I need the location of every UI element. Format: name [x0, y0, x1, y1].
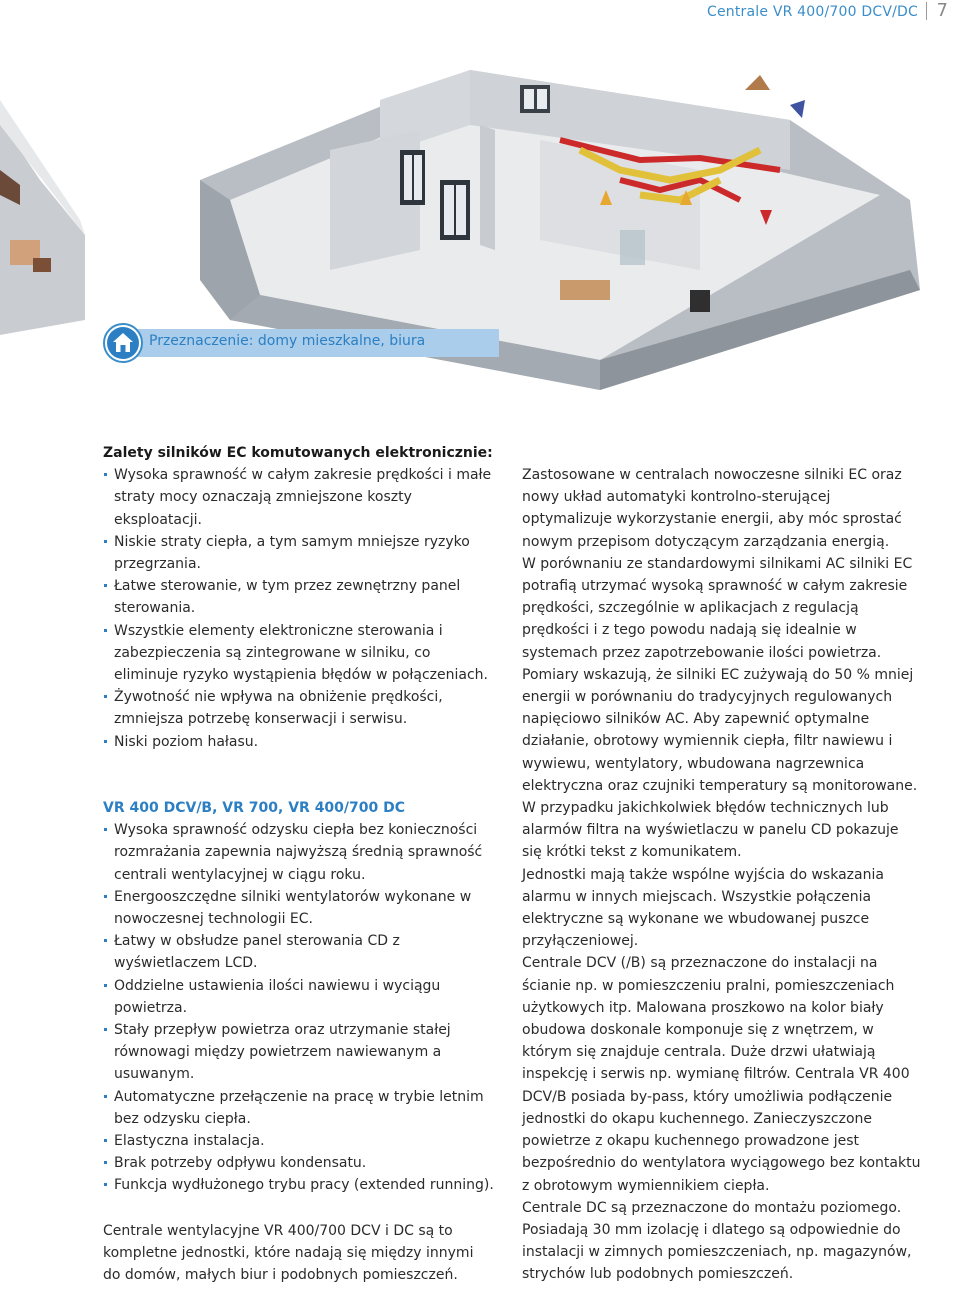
paragraph: Pomiary wskazują, że silniki EC zużywają do 50 % mniej energii w porównaniu do tradycyjnych regulowanych napięciowo silników AC. Aby zapewnić optymalne działanie, obrotowy wymiennik ciepła, filtr nawiewu i wywiewu, wentylatory, wbudowana nagrzewnica elektryczna oraz czujniki temperatury są monitorowane.	[522, 666, 918, 794]
paragraph: W porównaniu ze standardowymi silnikami AC silniki EC potrafią utrzymać wysoką sprawność w całym zakresie prędkości, szczególnie w aplikacjach z regulacją prędkości i z tego powodu nadają się idealnie w systemach przez zapotrzebowanie ilości powietrza.	[522, 555, 913, 661]
house-icon	[103, 323, 143, 363]
paragraph: Zastosowane w centralach nowoczesne silniki EC oraz nowy układ automatyki kontrolno-sterującej optymalizuje wykorzystanie energii, aby móc sprostać nowym przepisom dotyczącym zarządzania energią.	[522, 467, 902, 550]
paragraph: W przypadku jakichkolwiek błędów technicznych lub alarmów filtra na wyświetlaczu w panelu CD pokazuje się krótki tekst z komunikatem.	[522, 800, 899, 861]
badge-text: Przeznaczenie: domy mieszkalne, biura	[149, 333, 426, 349]
list-item: Niskie straty ciepła, a tym samym mniejsze ryzyko przegrzania.	[103, 531, 498, 575]
ec-section	[103, 442, 498, 753]
list-item: Stały przepływ powietrza oraz utrzymanie stałej równowagi między powietrzem nawiewanym a usuwanym.	[103, 1019, 498, 1086]
list-item: Wszystkie elementy elektroniczne sterowania i zabezpieczenia są zintegrowane w silniku, co eliminuje ryzyko wystąpienia błędów w połączeniach.	[103, 620, 498, 687]
page-number: 7	[936, 0, 948, 21]
ec-bullet-list	[103, 464, 498, 753]
list-item: Brak potrzeby odpływu kondensatu.	[103, 1152, 498, 1174]
models-section-heading: VR 400 DCV/B, VR 700, VR 400/700 DC	[103, 800, 406, 816]
closing-paragraph: Centrale wentylacyjne VR 400/700 DCV i DC są to kompletne jednostki, które nadają się między innymi do domów, małych biur i podobnych pomieszczeń.	[103, 1223, 474, 1284]
list-item: Wysoka sprawność w całym zakresie prędkości i małe straty mocy oznaczają zmniejszone koszty eksploatacji.	[103, 464, 498, 531]
right-column	[522, 464, 922, 1286]
list-item: Wysoka sprawność odzysku ciepła bez konieczności rozmrażania zapewnia najwyższą średnią sprawność centrali wentylacyjnej w ciągu roku.	[103, 819, 498, 886]
paragraph: Centrale DC są przeznaczone do montażu poziomego. Posiadają 30 mm izolację i dlatego są odpowiednie do instalacji w zimnych pomieszczeniach, np. magazynów, strychów lub podobnych pomieszczeń.	[522, 1199, 912, 1283]
list-item: Łatwy w obsłudze panel sterowania CD z wyświetlaczem LCD.	[103, 930, 498, 974]
models-bullet-list	[103, 819, 498, 1196]
list-item: Automatyczne przełączenie na pracę w trybie letnim bez odzysku ciepła.	[103, 1086, 498, 1130]
list-item: Elastyczna instalacja.	[103, 1130, 498, 1152]
list-item: Energooszczędne silniki wentylatorów wykonane w nowoczesnej technologii EC.	[103, 886, 498, 930]
closing-paragraph-block	[103, 1220, 483, 1287]
list-item: Łatwe sterowanie, w tym przez zewnętrzny panel sterowania.	[103, 575, 498, 619]
models-section	[103, 797, 498, 1197]
list-item: Niski poziom hałasu.	[103, 731, 498, 753]
paragraph: Jednostki mają także wspólne wyjścia do wskazania alarmu w innych miejscach. Wszystkie połączenia elektryczne są wykonane we wbudowanej puszce przyłączeniowej.	[522, 866, 884, 950]
list-item: Żywotność nie wpływa na obniżenie prędkości, zmniejsza potrzebę konserwacji i serwisu.	[103, 686, 498, 730]
usage-badge	[103, 327, 499, 359]
paragraph: Centrale DCV (/B) są przeznaczone do instalacji na ścianie np. w pomieszczeniu pralni, pomieszczeniach użytkowych itp. Malowana proszkowo na kolor biały obudowa doskonale komponuje się z wnętrzem, w którym się znajduje centrala. Duże drzwi ułatwiają inspekcję i serwis np. wymianę filtrów. Centrala VR 400 DCV/B posiada by-pass, który umożliwia podłączenie jednostki do okapu kuchennego. Zanieczyszczone powietrze z okapu kuchennego prowadzone jest bezpośrednio do wentylatora wyciągowego bez kontaktu z obrotowym wymiennikiem ciepła.	[522, 955, 921, 1194]
header-title: Centrale VR 400/700 DCV/DC	[706, 4, 918, 20]
header-divider	[926, 2, 927, 20]
ec-section-heading: Zalety silników EC komutowanych elektronicznie:	[103, 445, 493, 461]
house-cutaway-illustration	[0, 30, 960, 430]
list-item: Oddzielne ustawienia ilości nawiewu i wyciągu powietrza.	[103, 975, 498, 1019]
page-header	[0, 0, 960, 24]
list-item: Funkcja wydłużonego trybu pracy (extended running).	[103, 1174, 498, 1196]
